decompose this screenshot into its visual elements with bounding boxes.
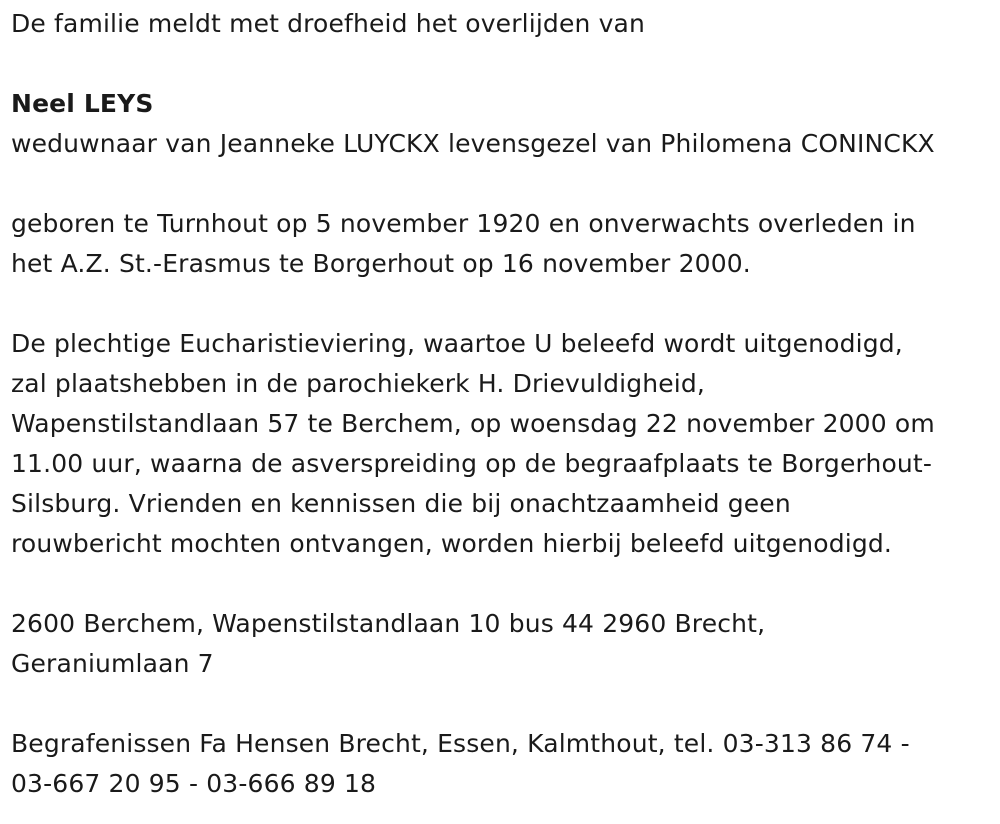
spacer xyxy=(11,164,991,204)
birth-death-line: geboren te Turnhout op 5 november 1920 en onverwachts overleden in xyxy=(11,209,916,238)
spacer xyxy=(11,284,991,324)
funeral-home-line: 03-667 20 95 - 03-666 89 18 xyxy=(11,769,377,798)
spacer xyxy=(11,684,991,724)
ceremony-line: rouwbericht mochten ontvangen, worden hierbij beleefd uitgenodigd. xyxy=(11,529,892,558)
intro-text: De familie meldt met droefheid het overlijden van xyxy=(11,9,645,38)
ceremony-line: Wapenstilstandlaan 57 te Berchem, op woensdag 22 november 2000 om xyxy=(11,409,935,438)
deceased-name: Neel LEYS xyxy=(11,89,154,118)
address-line: Geraniumlaan 7 xyxy=(11,649,214,678)
spacer xyxy=(11,564,991,604)
ceremony-line: Silsburg. Vrienden en kennissen die bij onachtzaamheid geen xyxy=(11,489,791,518)
relations-text: weduwnaar van Jeanneke LUYCKX levensgezel van Philomena CONINCKX xyxy=(11,129,935,158)
funeral-home-line: Begrafenissen Fa Hensen Brecht, Essen, Kalmthout, tel. 03-313 86 74 - xyxy=(11,729,910,758)
birth-death-line: het A.Z. St.-Erasmus te Borgerhout op 16 november 2000. xyxy=(11,249,751,278)
ceremony-line: De plechtige Eucharistieviering, waartoe U beleefd wordt uitgenodigd, xyxy=(11,329,903,358)
obituary-notice xyxy=(11,4,991,804)
ceremony-line: zal plaatshebben in de parochiekerk H. Drievuldigheid, xyxy=(11,369,705,398)
spacer xyxy=(11,44,991,84)
ceremony-line: 11.00 uur, waarna de asverspreiding op de begraafplaats te Borgerhout- xyxy=(11,449,933,478)
address-line: 2600 Berchem, Wapenstilstandlaan 10 bus 44 2960 Brecht, xyxy=(11,609,766,638)
